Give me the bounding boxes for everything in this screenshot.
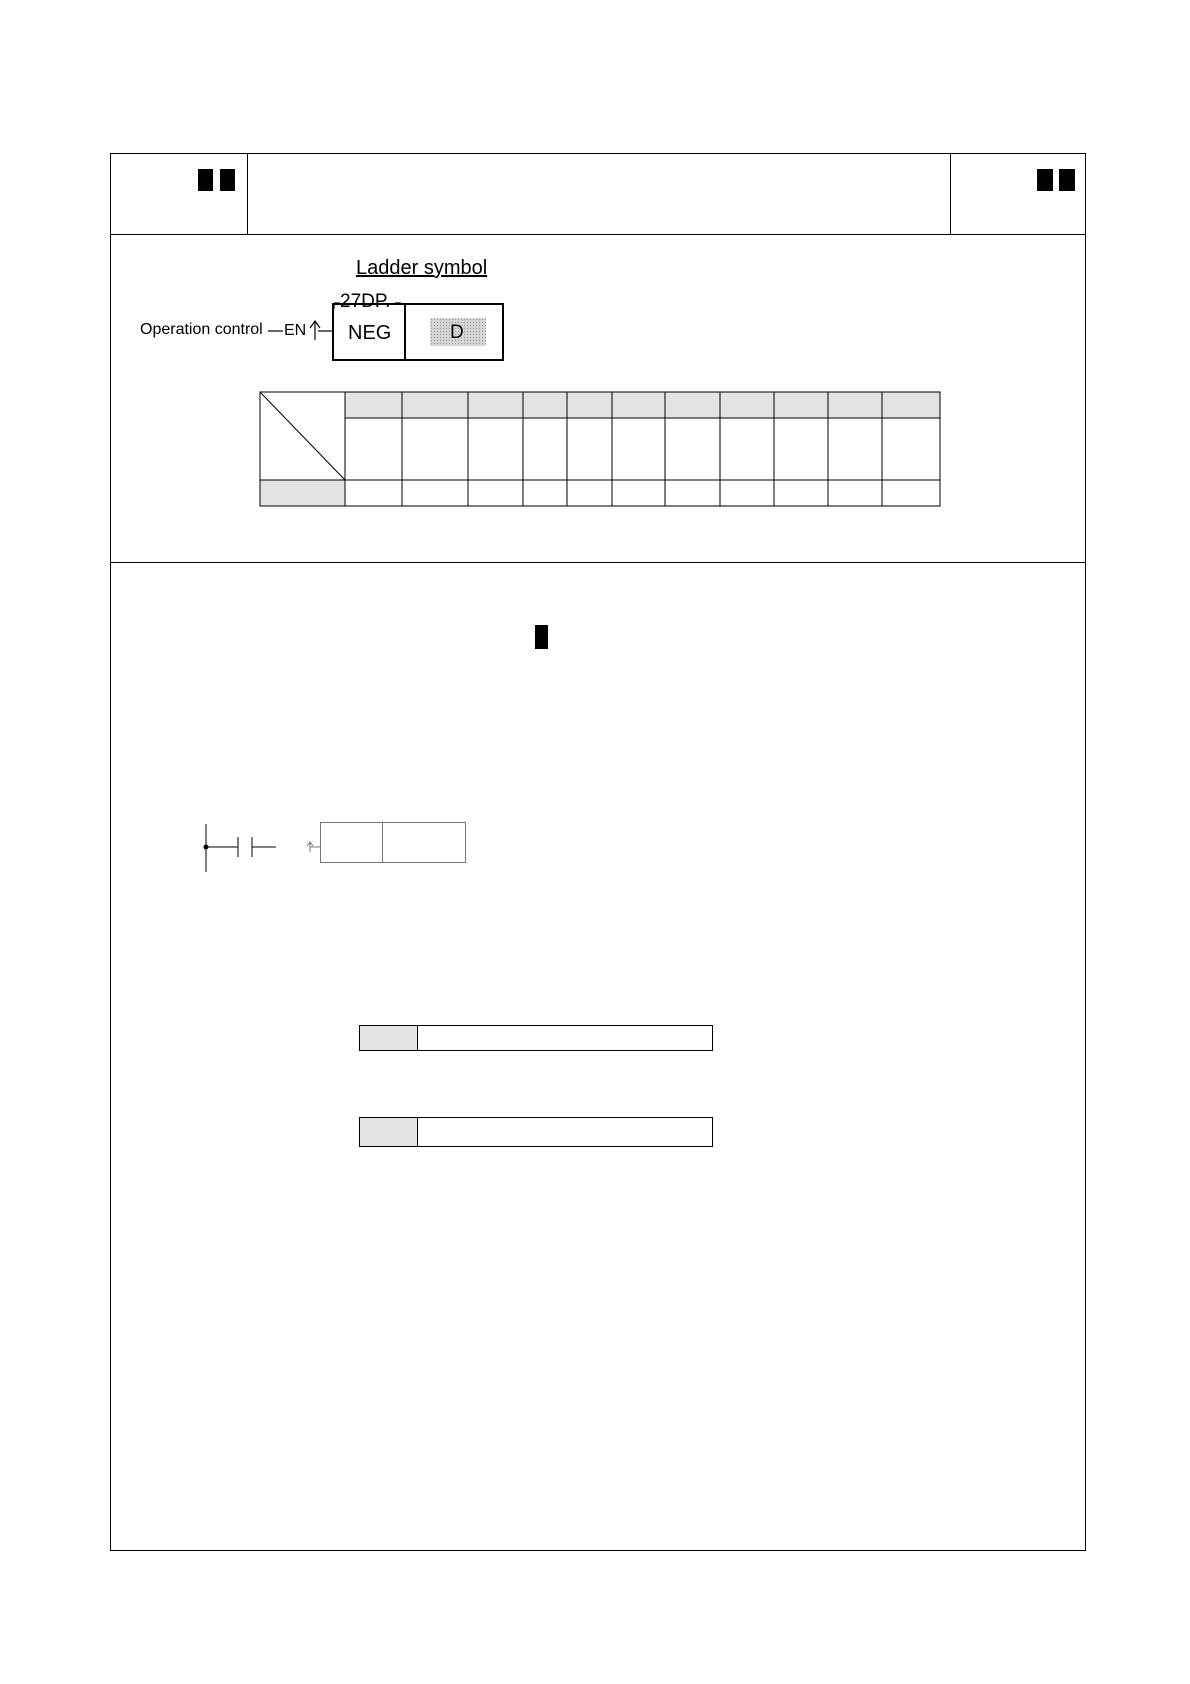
header-divider bbox=[111, 234, 1085, 235]
header-left-divider bbox=[247, 154, 248, 234]
redacted-block bbox=[1059, 169, 1075, 191]
redacted-block bbox=[1037, 169, 1053, 191]
function-code: 27DP. bbox=[340, 291, 391, 312]
redacted-block bbox=[220, 169, 235, 191]
example-instruction-box bbox=[320, 822, 466, 863]
ladder-box-divider bbox=[404, 305, 406, 359]
ladder-symbol-title: Ladder symbol bbox=[356, 257, 488, 279]
operand-table bbox=[259, 391, 941, 508]
header-right-divider bbox=[950, 154, 951, 234]
table-header-row-shading bbox=[345, 392, 940, 418]
ladder-instruction-box bbox=[332, 303, 504, 361]
redacted-block bbox=[535, 625, 548, 649]
example-rung bbox=[200, 820, 320, 875]
register-label-cell bbox=[360, 1118, 418, 1146]
en-label: EN bbox=[284, 322, 307, 339]
register-box-1 bbox=[359, 1025, 713, 1051]
table-footer-label-shading bbox=[260, 480, 345, 506]
redacted-block bbox=[198, 169, 213, 191]
example-box-divider bbox=[382, 823, 383, 862]
operand-label: D bbox=[450, 322, 464, 343]
register-box-2 bbox=[359, 1117, 713, 1147]
register-label-cell bbox=[360, 1026, 418, 1050]
operation-control-label: Operation control bbox=[140, 321, 263, 338]
instruction-mnemonic: NEG bbox=[348, 322, 392, 344]
table-corner-diagonal bbox=[260, 392, 345, 480]
section-divider bbox=[111, 562, 1085, 563]
